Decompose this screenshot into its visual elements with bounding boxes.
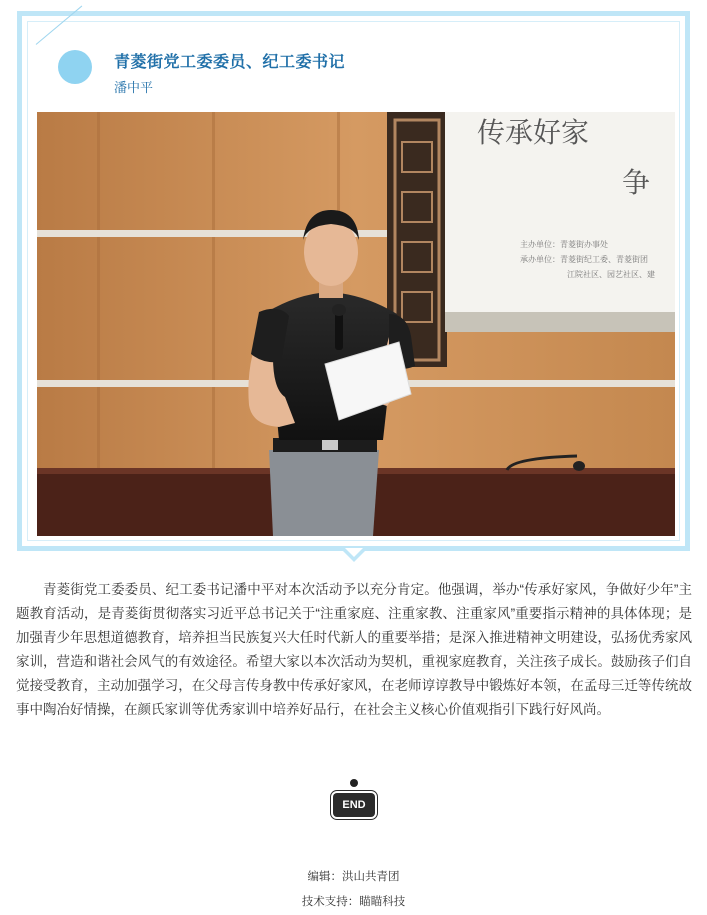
speaker-name: 潘中平	[114, 80, 154, 95]
section-pointer-inner	[345, 548, 363, 557]
screen-text-top: 传承好家	[477, 116, 590, 149]
speaker-photo	[37, 112, 675, 536]
tech-support-credit: 技术支持：瞄瞄科技	[301, 896, 406, 908]
end-badge: END	[333, 793, 375, 817]
end-pin-icon	[350, 779, 358, 787]
article-paragraph: 青菱街党工委委员、纪工委书记潘中平对本次活动予以充分肯定。他强调，举办“传承好家风，争做好少年”主题教育活动，是青菱街贯彻落实习近平总书记关于“注重家庭、注重家教、注重家风”重要指示精神的具体体现；是加强青少年思想道德教育，培养担当民族复兴大任时代新人的重要举措；是深入推进精神文明建设，弘扬优秀家风家训，营造和谐社会风气的有效途径。希望大家以本次活动为契机，重视家庭教育，关注孩子成长。鼓励孩子们自觉接受教育，主动加强学习，在父母言传身教中传承好家风，在老师谆谆教导中锻炼好本领，在孟母三迁等传统故事中陶冶好情操，在颜氏家训等优秀家训中培养好品行，在社会主义核心价值观指引下践行好风尚。	[16, 582, 692, 717]
screen-caption-1: 主办单位：青菱街办事处	[520, 240, 608, 249]
photo-illustration	[37, 112, 675, 536]
speaker-card	[17, 11, 690, 551]
screen-caption-3: 江院社区、园艺社区、建	[567, 270, 655, 279]
screen-caption-2: 承办单位：青菱街纪工委、青菱街团	[520, 255, 648, 264]
speaker-title: 青菱街党工委委员、纪工委书记	[114, 54, 346, 71]
editor-credit: 编辑：洪山共青团	[307, 871, 400, 883]
decorative-circle-icon	[58, 50, 92, 84]
screen-text-second: 争	[622, 166, 651, 199]
